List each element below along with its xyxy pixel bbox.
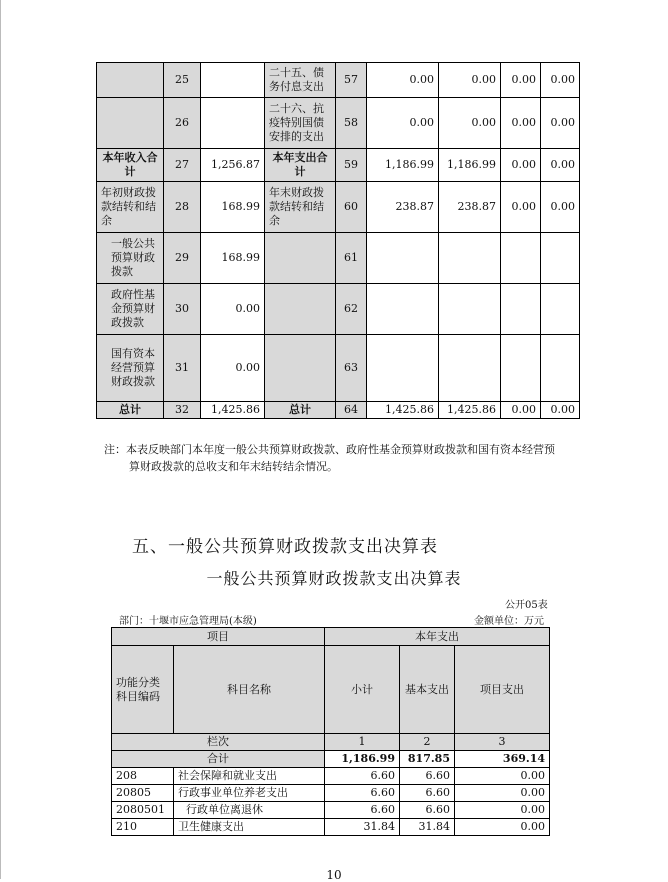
row-index-cell: 28 [164,182,201,233]
note-line-1: 注：本表反映部门本年度一般公共预算财政拨款、政府性基金预算财政拨款和国有资本经营预 [104,443,555,456]
value-cell: 0.00 [201,284,265,335]
project-value: 0.00 [455,785,550,802]
form-code: 公开05表 [505,600,548,611]
table-row [112,802,550,819]
header-project-expense: 项目支出 [455,646,550,734]
value-cell [201,98,265,149]
value-cell [439,335,501,402]
value-cell: 1,186.99 [367,149,439,182]
value-cell [541,233,580,284]
column-index: 3 [455,734,550,751]
expense-label-cell [265,284,336,335]
expense-label-cell [265,233,336,284]
header-name: 科目名称 [174,646,325,734]
subject-name: 社会保障和就业支出 [174,768,325,785]
value-cell: 238.87 [367,182,439,233]
project-value: 0.00 [455,802,550,819]
value-cell: 0.00 [501,98,541,149]
value-cell: 0.00 [439,98,501,149]
expense-table [111,627,550,836]
value-cell [501,233,541,284]
table-title: 一般公共预算财政拨款支出决算表 [206,569,462,588]
table-row [112,768,550,785]
value-cell: 0.00 [541,98,580,149]
header-row [112,628,550,646]
header-code: 功能分类科目编码 [112,646,174,734]
subject-name: 行政单位离退休 [174,802,325,819]
value-cell: 0.00 [439,63,501,98]
total-label: 合计 [112,751,325,768]
value-cell [541,284,580,335]
row-index-cell: 31 [164,335,201,402]
header-current-year: 本年支出 [325,628,550,646]
subject-code: 20805 [112,785,174,802]
row-index-cell: 26 [164,98,201,149]
table-row [97,63,580,98]
value-cell [367,284,439,335]
project-value: 0.00 [455,819,550,836]
header-basic: 基本支出 [400,646,455,734]
column-index-row [112,734,550,751]
expense-label-cell: 总计 [265,402,336,419]
table-row [97,98,580,149]
subject-name: 行政事业单位养老支出 [174,785,325,802]
total-subtotal: 1,186.99 [325,751,400,768]
value-cell [439,233,501,284]
column-index-label: 栏次 [112,734,325,751]
table-row [112,785,550,802]
row-index-cell: 59 [336,149,367,182]
row-index-cell: 61 [336,233,367,284]
subtotal-value: 6.60 [325,802,400,819]
value-cell: 0.00 [501,182,541,233]
row-index-cell: 60 [336,182,367,233]
row-label-cell: 本年收入合计 [97,149,164,182]
row-label-cell: 一般公共预算财政拨款 [97,233,164,284]
value-cell [501,284,541,335]
expense-label-cell: 二十六、抗疫特别国债安排的支出 [265,98,336,149]
subtotal-value: 6.60 [325,768,400,785]
value-cell: 168.99 [201,233,265,284]
expense-label-cell: 年末财政拨款结转和结余 [265,182,336,233]
total-basic: 817.85 [400,751,455,768]
table-note [104,441,580,475]
section-title: 五、一般公共预算财政拨款支出决算表 [132,537,438,557]
value-cell [367,233,439,284]
value-cell: 0.00 [367,63,439,98]
value-cell [501,335,541,402]
table-row [97,284,580,335]
table-row [97,233,580,284]
unit-label: 金额单位：万元 [474,616,544,627]
basic-value: 6.60 [400,768,455,785]
basic-value: 6.60 [400,785,455,802]
row-index-cell: 25 [164,63,201,98]
value-cell [439,284,501,335]
page-edge [0,0,1,879]
row-index-cell: 64 [336,402,367,419]
value-cell: 168.99 [201,182,265,233]
value-cell: 1,425.86 [201,402,265,419]
note-line-2: 算财政拨款的总收支和年末结转结余情况。 [129,460,338,473]
subject-name: 卫生健康支出 [174,819,325,836]
row-index-cell: 27 [164,149,201,182]
value-cell: 0.00 [541,402,580,419]
summary-table [96,62,580,419]
value-cell: 0.00 [541,63,580,98]
expense-label-cell: 本年支出合计 [265,149,336,182]
value-cell: 0.00 [501,63,541,98]
header-row [112,646,550,734]
column-index: 2 [400,734,455,751]
value-cell: 238.87 [439,182,501,233]
value-cell: 0.00 [367,98,439,149]
row-index-cell: 32 [164,402,201,419]
page-number: 10 [326,868,342,882]
row-label-cell: 国有资本经营预算财政拨款 [97,335,164,402]
row-label-cell: 政府性基金预算财政拨款 [97,284,164,335]
value-cell: 1,256.87 [201,149,265,182]
row-index-cell: 57 [336,63,367,98]
row-label-cell: 总计 [97,402,164,419]
value-cell [201,63,265,98]
total-project: 369.14 [455,751,550,768]
row-index-cell: 63 [336,335,367,402]
row-index-cell: 29 [164,233,201,284]
value-cell: 0.00 [541,149,580,182]
table-row [97,182,580,233]
row-label-cell: 年初财政拨款结转和结余 [97,182,164,233]
header-project: 项目 [112,628,325,646]
row-label-cell [97,63,164,98]
subject-code: 208 [112,768,174,785]
basic-value: 31.84 [400,819,455,836]
subject-code: 2080501 [112,802,174,819]
basic-value: 6.60 [400,802,455,819]
row-index-cell: 62 [336,284,367,335]
value-cell: 1,425.86 [439,402,501,419]
row-index-cell: 58 [336,98,367,149]
row-index-cell: 30 [164,284,201,335]
column-index: 1 [325,734,400,751]
value-cell: 0.00 [501,149,541,182]
expense-label-cell [265,335,336,402]
table-row [97,149,580,182]
value-cell: 1,425.86 [367,402,439,419]
value-cell: 1,186.99 [439,149,501,182]
table-row [97,402,580,419]
header-subtotal: 小计 [325,646,400,734]
value-cell [367,335,439,402]
table-row [112,819,550,836]
expense-label-cell: 二十五、债务付息支出 [265,63,336,98]
value-cell: 0.00 [541,182,580,233]
value-cell: 0.00 [201,335,265,402]
department-label: 部门：十堰市应急管理局(本级) [119,616,257,627]
total-row [112,751,550,768]
subject-code: 210 [112,819,174,836]
value-cell: 0.00 [501,402,541,419]
table-row [97,335,580,402]
value-cell [541,335,580,402]
subtotal-value: 31.84 [325,819,400,836]
project-value: 0.00 [455,768,550,785]
row-label-cell [97,98,164,149]
subtotal-value: 6.60 [325,785,400,802]
